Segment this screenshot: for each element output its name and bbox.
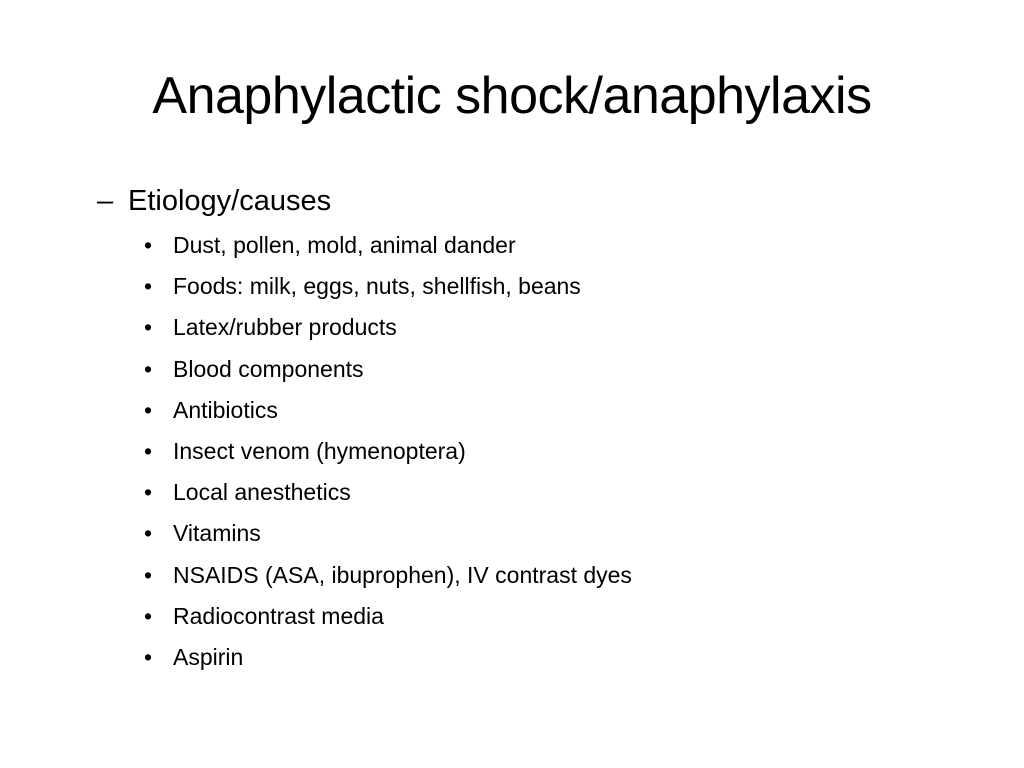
list-item-text: Vitamins bbox=[173, 520, 261, 547]
list-item-text: Insect venom (hymenoptera) bbox=[173, 437, 466, 464]
list-item bbox=[142, 350, 632, 391]
bullet-marker: • bbox=[144, 643, 153, 670]
dash-marker: – bbox=[97, 185, 114, 217]
bullet-marker: • bbox=[144, 520, 153, 547]
list-item bbox=[142, 391, 632, 432]
list-item bbox=[142, 226, 632, 267]
bullet-marker: • bbox=[144, 561, 153, 588]
bullet-marker: • bbox=[144, 232, 153, 258]
bullet-marker: • bbox=[144, 396, 153, 423]
bullet-marker: • bbox=[144, 602, 153, 629]
list-item bbox=[142, 556, 632, 597]
list-item-text: Dust, pollen, mold, animal dander bbox=[173, 232, 516, 258]
etiology-heading-text: Etiology/causes bbox=[128, 185, 332, 217]
bullet-marker: • bbox=[144, 437, 153, 464]
list-item-text: Aspirin bbox=[173, 643, 244, 670]
list-item bbox=[142, 267, 632, 308]
list-item-text: NSAIDS (ASA, ibuprophen), IV contrast dyes bbox=[173, 561, 632, 588]
causes-list bbox=[142, 226, 632, 679]
list-item-text: Latex/rubber products bbox=[173, 314, 397, 341]
list-item bbox=[142, 514, 632, 555]
list-item bbox=[142, 308, 632, 349]
list-item-text: Antibiotics bbox=[173, 396, 278, 423]
list-item bbox=[142, 597, 632, 638]
list-item-text: Radiocontrast media bbox=[173, 602, 384, 629]
list-item bbox=[142, 432, 632, 473]
bullet-marker: • bbox=[144, 314, 153, 341]
list-item bbox=[142, 473, 632, 514]
list-item bbox=[142, 638, 632, 679]
list-item-text: Blood components bbox=[173, 355, 364, 382]
list-item-text: Local anesthetics bbox=[173, 479, 351, 506]
slide-title: Anaphylactic shock/anaphylaxis bbox=[152, 67, 872, 125]
bullet-marker: • bbox=[144, 273, 153, 300]
bullet-marker: • bbox=[144, 479, 153, 506]
list-item-text: Foods: milk, eggs, nuts, shellfish, beans bbox=[173, 273, 581, 300]
bullet-marker: • bbox=[144, 355, 153, 382]
etiology-heading bbox=[97, 181, 331, 221]
